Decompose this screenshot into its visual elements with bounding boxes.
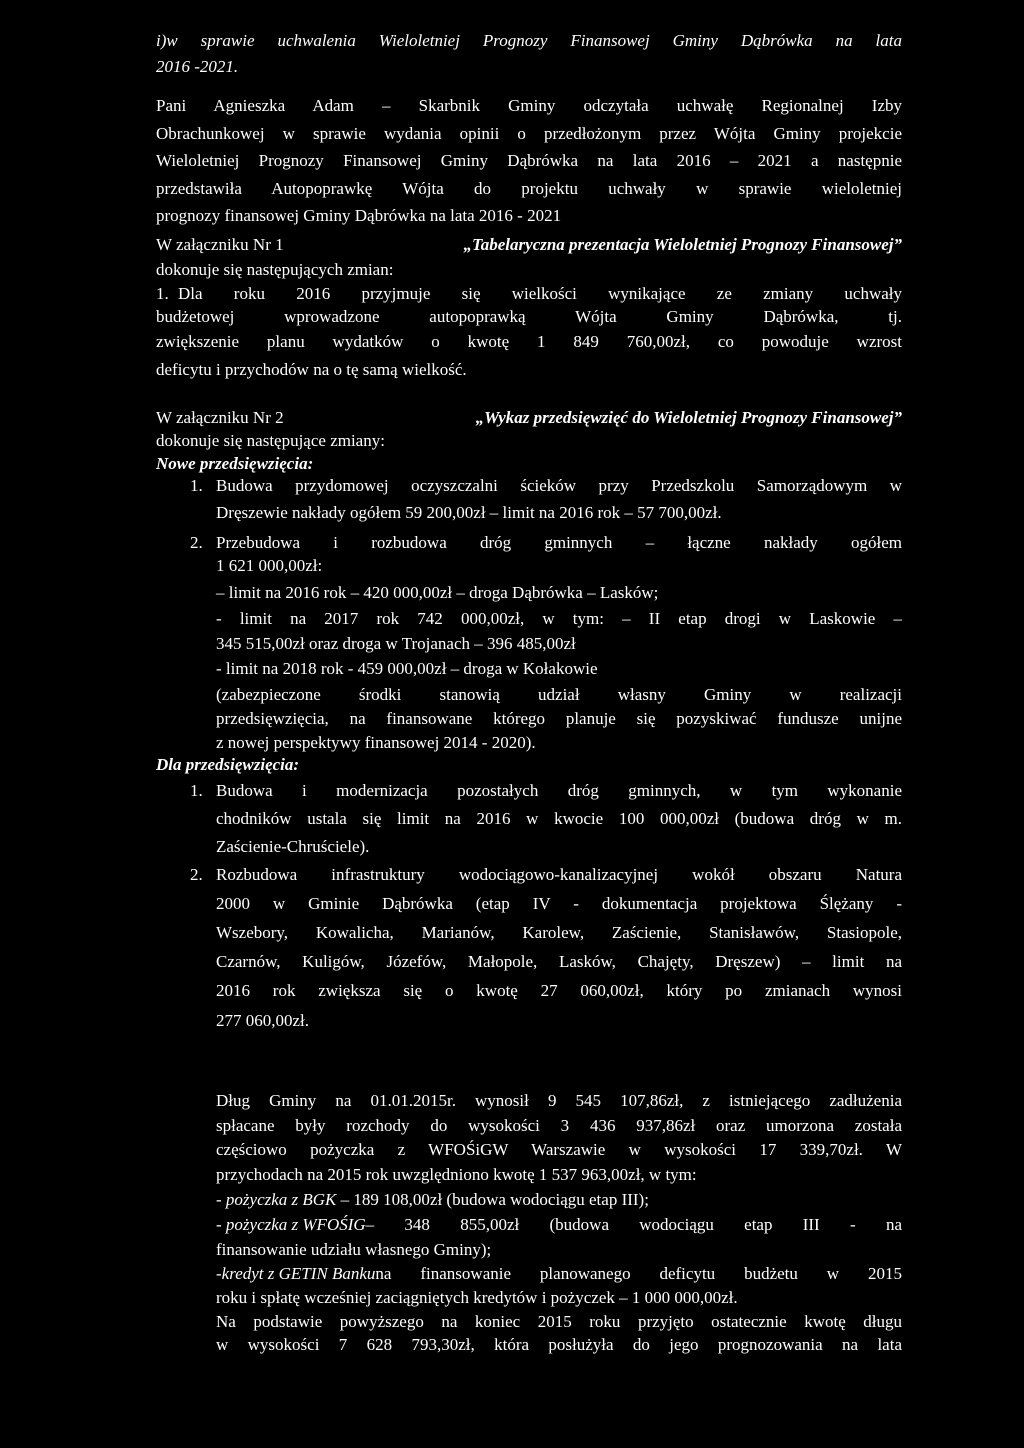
loan-wfosig-amount: – 348 855,00zł (budowa wodociągu etap III - na	[365, 1215, 902, 1234]
section-heading-line2: 2016 -2021.	[156, 57, 239, 76]
loan-wfosig-line	[216, 1212, 902, 1237]
annex1-item-line: budżetowej wprowadzone autopoprawką Wójta Gminy Dąbrówka, tj.	[156, 307, 902, 326]
existing-item-line: Zaścienie-Chruściele).	[216, 837, 370, 856]
new-item-line: Przebudowa i rozbudowa dróg gminnych – łączne nakłady ogółem	[216, 533, 902, 552]
annex2-line2: dokonuje się następujące zmiany:	[156, 431, 385, 450]
new-item-number: 1.	[190, 476, 203, 495]
existing-item-line: Wszebory, Kowalicha, Marianów, Karolew, Zaścienie, Stanisławów, Stasiopole,	[216, 923, 902, 942]
annex1-title: „Tabelaryczna prezentacja Wieloletniej Prognozy Finansowej”	[463, 235, 902, 254]
loan-bgk-line	[216, 1187, 649, 1212]
existing-projects-heading: Dla przedsięwzięcia:	[156, 755, 300, 774]
new-item-line: (zabezpieczone środki stanowią udział własny Gminy w realizacji	[216, 685, 902, 704]
annex1-item-line: deficytu i przychodów na o tę samą wielkość.	[156, 360, 467, 379]
existing-item-line: Budowa i modernizacja pozostałych dróg gminnych, w tym wykonanie	[216, 781, 902, 800]
existing-item-line: 2000 w Gminie Dąbrówka (etap IV - dokumentacja projektowa Ślężany -	[216, 894, 902, 913]
existing-item-number: 1.	[190, 781, 203, 800]
existing-item-line: 2016 rok zwiększa się o kwotę 27 060,00zł, który po zmianach wynosi	[216, 981, 902, 1000]
debt-final-line: Na podstawie powyższego na koniec 2015 roku przyjęto ostatecznie kwotę długu	[216, 1312, 902, 1331]
debt-line: Dług Gminy na 01.01.2015r. wynosił 9 545 107,86zł, z istniejącego zadłużenia	[216, 1091, 902, 1110]
credit-getin-line2: roku i spłatę wcześniej zaciągniętych kredytów i pożyczek – 1 000 000,00zł.	[216, 1288, 738, 1307]
new-item-line: Budowa przydomowej oczyszczalni ścieków przy Przedszkolu Samorządowym w	[216, 476, 902, 495]
new-item-line: 345 515,00zł oraz droga w Trojanach – 396 485,00zł	[216, 634, 576, 653]
new-item-line: 1 621 000,00zł:	[216, 556, 323, 575]
loan-wfosig-line2: finansowanie udziału własnego Gminy);	[216, 1240, 492, 1259]
annex1-prefix: W załączniku Nr 1	[156, 235, 284, 254]
existing-item-line: 277 060,00zł.	[216, 1011, 310, 1030]
existing-item-number: 2.	[190, 865, 203, 884]
new-item-line: Dręszewie nakłady ogółem 59 200,00zł – limit na 2016 rok – 57 700,00zł.	[216, 503, 722, 522]
existing-item-line: Rozbudowa infrastruktury wodociągowo-kanalizacyjnej wokół obszaru Natura	[216, 865, 902, 884]
loan-bgk-label: - pożyczka z BGK	[216, 1190, 337, 1209]
annex1-heading	[156, 232, 902, 257]
annex1-item-number: 1.	[156, 284, 169, 303]
intro-line: przedstawiła Autopoprawkę Wójta do projektu uchwały w sprawie wieloletniej	[156, 179, 902, 198]
existing-item-line: chodników ustala się limit na 2016 w kwocie 100 000,00zł (budowa dróg w m.	[216, 809, 902, 828]
new-item-line: – limit na 2016 rok – 420 000,00zł – droga Dąbrówka – Lasków;	[216, 583, 659, 602]
intro-line: Wieloletniej Prognozy Finansowej Gminy Dąbrówka na lata 2016 – 2021 a następnie	[156, 151, 902, 170]
annex2-prefix: W załączniku Nr 2	[156, 408, 284, 427]
section-heading-line1: i)w sprawie uchwalenia Wieloletniej Prognozy Finansowej Gminy Dąbrówka na lata	[156, 31, 902, 50]
annex2-heading	[156, 405, 902, 430]
credit-getin-label: -kredyt z GETIN Banku	[216, 1264, 376, 1283]
loan-wfosig-label: - pożyczka z WFOŚIG	[216, 1215, 366, 1234]
intro-line: Obrachunkowej w sprawie wydania opinii o przedłożonym przez Wójta Gminy projekcie	[156, 124, 902, 143]
annex1-line2: dokonuje się następujących zmian:	[156, 260, 394, 279]
existing-item-line: Czarnów, Kuligów, Józefów, Małopole, Lasków, Chajęty, Dręszew) – limit na	[216, 952, 902, 971]
intro-line: prognozy finansowej Gminy Dąbrówka na lata 2016 - 2021	[156, 206, 562, 225]
annex2-title: „Wykaz przedsięwzięć do Wieloletniej Prognozy Finansowej”	[475, 408, 902, 427]
new-item-line: z nowej perspektywy finansowej 2014 - 2020).	[216, 733, 536, 752]
annex1-item-line: Dla roku 2016 przyjmuje się wielkości wynikające ze zmiany uchwały	[178, 284, 902, 303]
new-item-line: - limit na 2017 rok 742 000,00zł, w tym: – II etap drogi w Laskowie –	[216, 609, 902, 628]
debt-line: częściowo pożyczka z WFOŚiGW Warszawie w wysokości 17 339,70zł. W	[216, 1140, 902, 1159]
debt-line: przychodach na 2015 rok uwzględniono kwotę 1 537 963,00zł, w tym:	[216, 1165, 697, 1184]
annex1-item-line: zwiększenie planu wydatków o kwotę 1 849 760,00zł, co powoduje wzrost	[156, 332, 902, 351]
debt-line: spłacane były rozchody do wysokości 3 436 937,86zł oraz umorzona została	[216, 1116, 902, 1135]
intro-line: Pani Agnieszka Adam – Skarbnik Gminy odczytała uchwałę Regionalnej Izby	[156, 96, 902, 115]
new-item-line: przedsięwzięcia, na finansowane którego planuje się pozyskiwać fundusze unijne	[216, 709, 902, 728]
new-item-number: 2.	[190, 533, 203, 552]
loan-bgk-amount: – 189 108,00zł (budowa wodociągu etap III);	[336, 1190, 649, 1209]
credit-getin-line	[216, 1261, 902, 1286]
new-projects-heading: Nowe przedsięwzięcia:	[156, 454, 314, 473]
credit-getin-purpose: na finansowanie planowanego deficytu budżetu w 2015	[375, 1264, 902, 1283]
new-item-line: - limit na 2018 rok - 459 000,00zł – droga w Kołakowie	[216, 659, 598, 678]
debt-final-line: w wysokości 7 628 793,30zł, która posłużyła do jego prognozowania na lata	[216, 1335, 902, 1354]
